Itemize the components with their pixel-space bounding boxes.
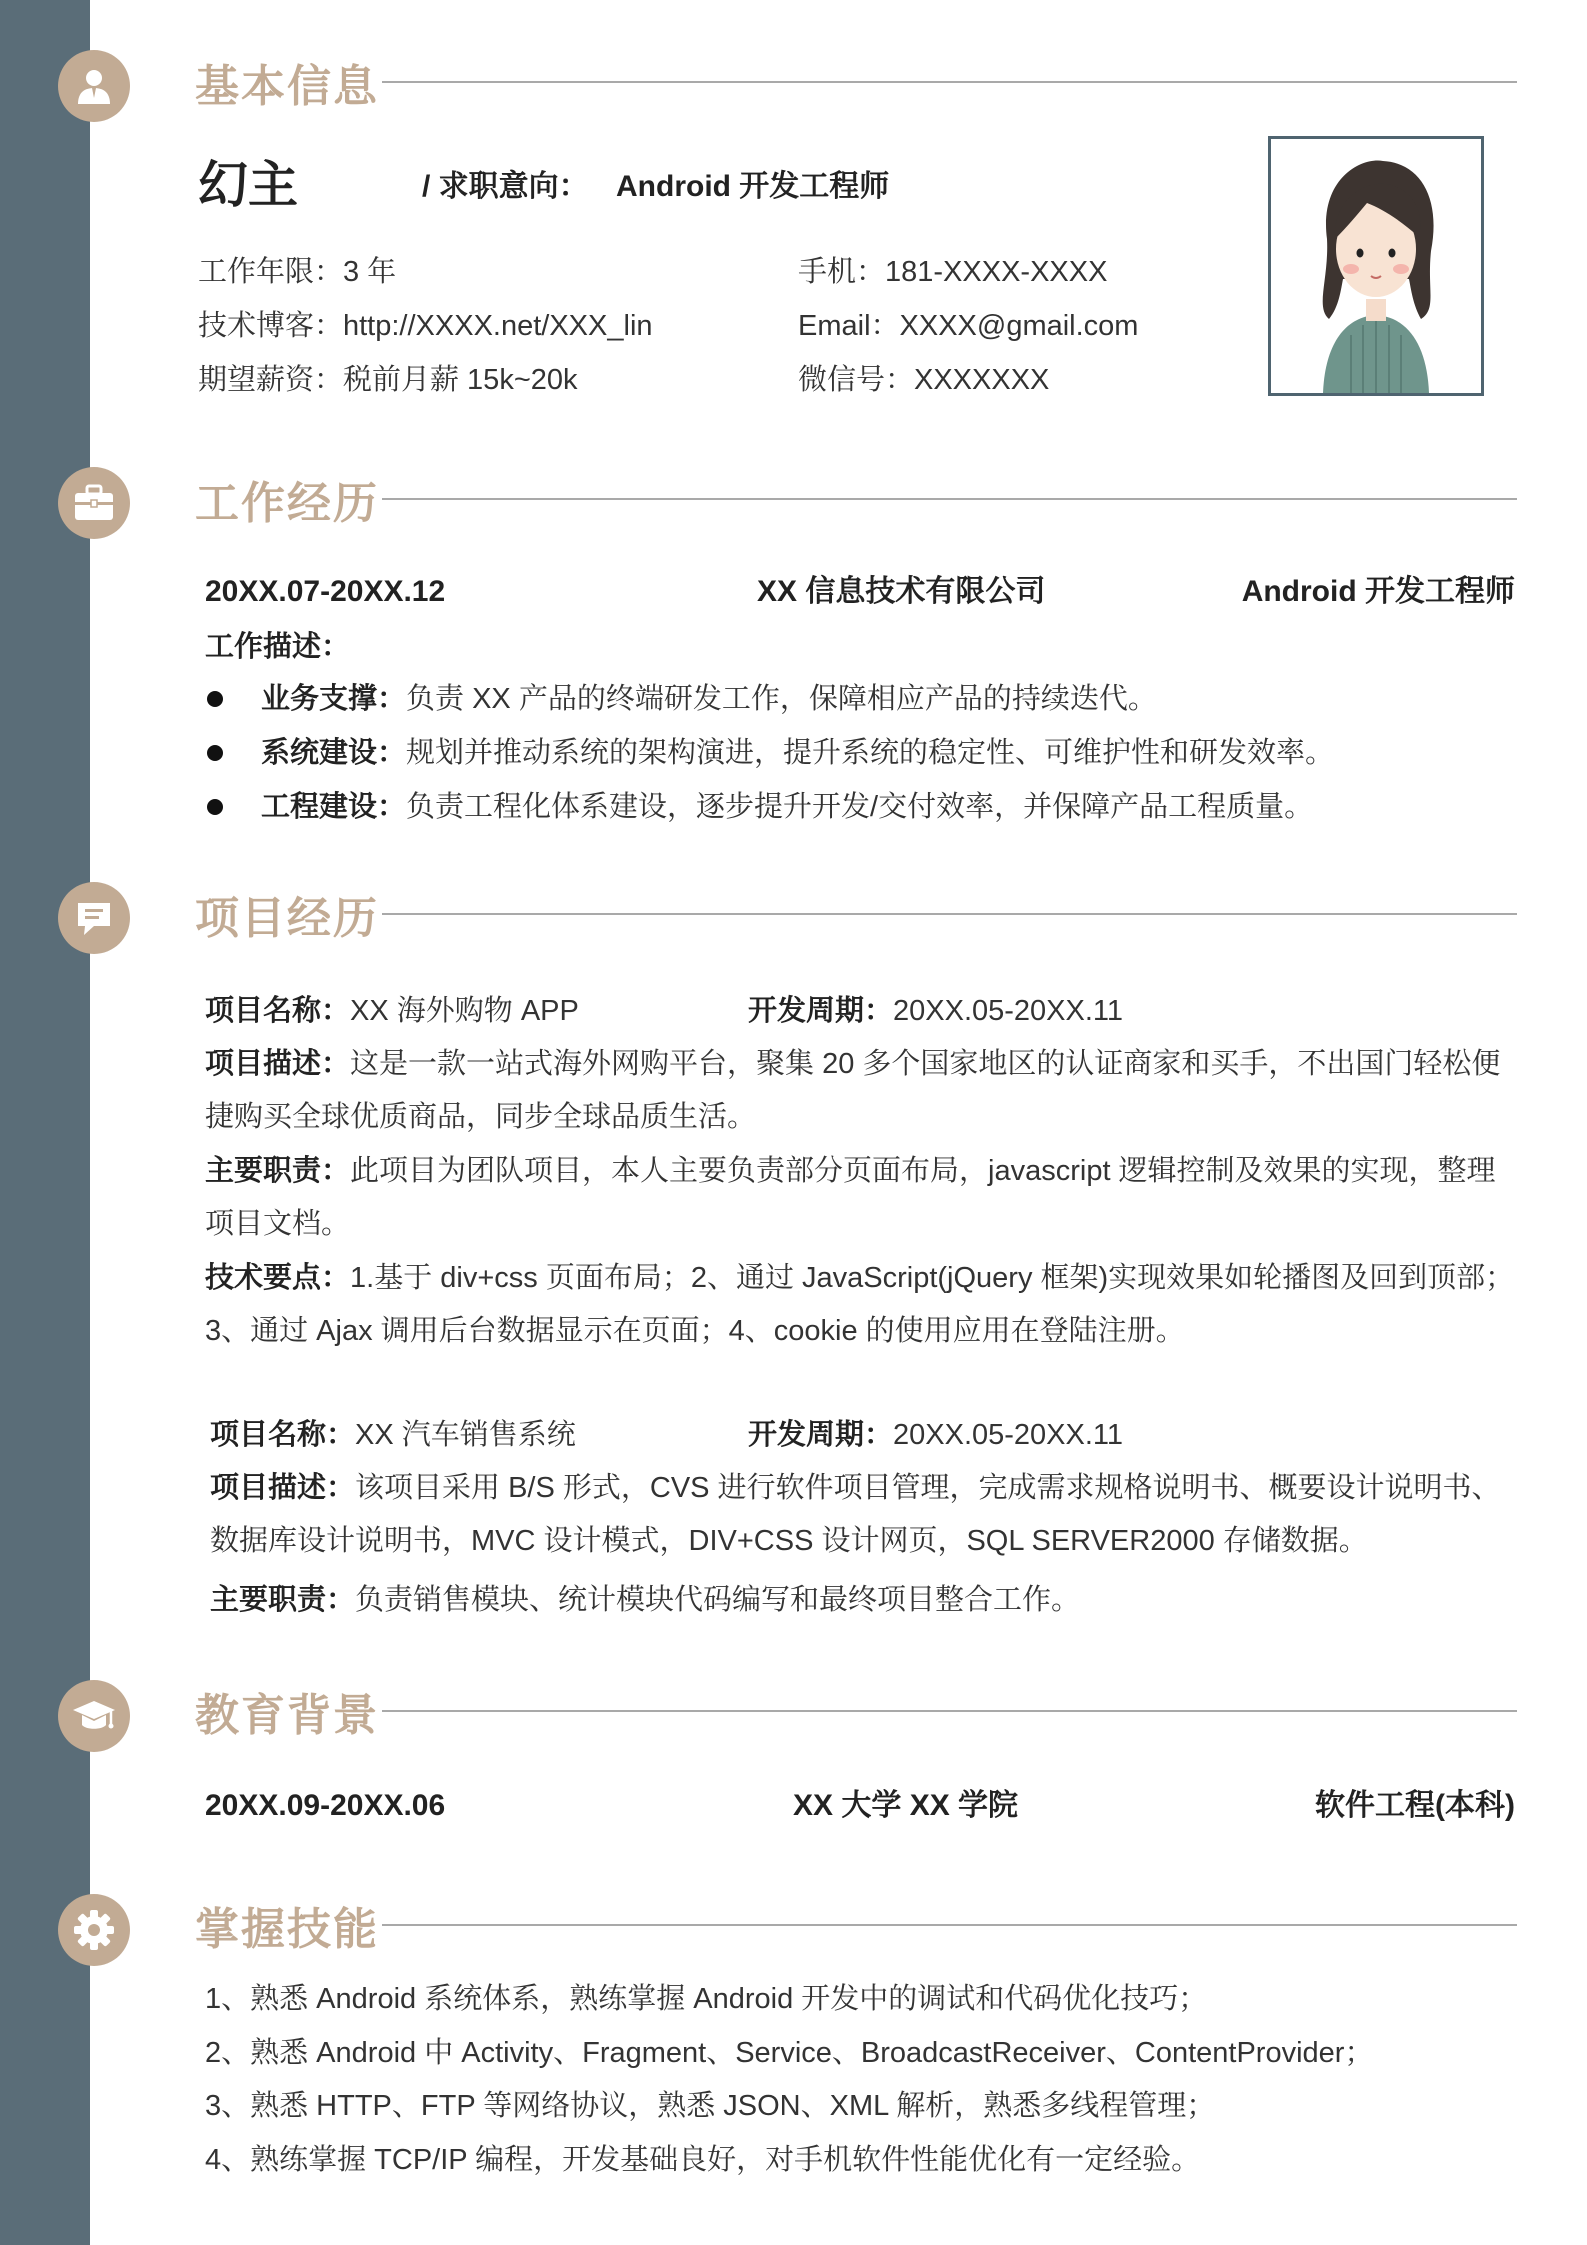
skill-item: 3、熟悉 HTTP、FTP 等网络协议，熟悉 JSON、XML 解析，熟悉多线程管理；: [205, 2090, 1216, 2122]
avatar-illustration: [1271, 139, 1481, 393]
bullet-dot: [207, 745, 223, 761]
section-divider: [382, 913, 1517, 915]
work-item: 业务支撑：负责 XX 产品的终端研发工作，保障相应产品的持续迭代。: [261, 683, 1157, 715]
section-title-basic-info: 基本信息: [195, 62, 379, 111]
wechat-id: 微信号：XXXXXXX: [798, 364, 1050, 396]
section-title-projects: 项目经历: [195, 894, 379, 943]
job-intent-value: Android 开发工程师: [616, 170, 890, 203]
gear-icon: [58, 1894, 130, 1966]
work-period: 20XX.07-20XX.12: [205, 575, 446, 608]
project-period: 开发周期：20XX.05-20XX.11: [748, 1419, 1124, 1451]
skill-item: 1、熟悉 Android 系统体系，熟练掌握 Android 开发中的调试和代码优化技巧；: [205, 1983, 1208, 2015]
graduation-cap-icon: [58, 1680, 130, 1752]
briefcase-icon: [58, 467, 130, 539]
skill-item: 4、熟练掌握 TCP/IP 编程，开发基础良好，对手机软件性能优化有一定经验。: [205, 2144, 1201, 2176]
work-role: Android 开发工程师: [1241, 575, 1515, 608]
project-name: 项目名称：XX 海外购物 APP: [205, 995, 579, 1027]
section-title-skills: 掌握技能: [195, 1905, 379, 1954]
candidate-name: 幻主: [198, 157, 298, 213]
work-item: 系统建设：规划并推动系统的架构演进，提升系统的稳定性、可维护性和研发效率。: [261, 737, 1335, 769]
section-divider: [382, 498, 1517, 500]
tech-blog: 技术博客：http://XXXX.net/XXX_lin: [198, 310, 653, 342]
education-period: 20XX.09-20XX.06: [205, 1789, 446, 1822]
project-period: 开发周期：20XX.05-20XX.11: [748, 995, 1124, 1027]
profile-photo: [1268, 136, 1484, 396]
email-address: Email：XXXX@gmail.com: [798, 310, 1139, 342]
phone-number: 手机：181-XXXX-XXXX: [798, 256, 1108, 288]
project-tech-points: 技术要点：1.基于 div+css 页面布局；2、通过 JavaScript(jQuery 框架)实现效果如轮播图及回到顶部；3、通过 Ajax 调用后台数据显示在页面；4、cookie 的使用应用在登陆注册。: [205, 1262, 1515, 1347]
education-school: XX 大学 XX 学院: [793, 1789, 1019, 1822]
project-name: 项目名称：XX 汽车销售系统: [210, 1419, 576, 1451]
expected-salary: 期望薪资：税前月薪 15k~20k: [198, 364, 578, 396]
section-divider: [382, 1710, 1517, 1712]
work-desc-label: 工作描述：: [205, 631, 351, 663]
bullet-dot: [207, 799, 223, 815]
work-item: 工程建设：负责工程化体系建设，逐步提升开发/交付效率，并保障产品工程质量。: [261, 791, 1314, 823]
section-title-education: 教育背景: [195, 1691, 379, 1740]
job-intent-label: / 求职意向：: [422, 170, 589, 203]
bullet-dot: [207, 691, 223, 707]
work-years: 工作年限：3 年: [198, 256, 397, 288]
user-icon: [58, 50, 130, 122]
section-title-work: 工作经历: [195, 479, 379, 528]
project-description: 项目描述：这是一款一站式海外网购平台，聚集 20 多个国家地区的认证商家和买手，不出国门轻松便捷购买全球优质商品，同步全球品质生活。: [205, 1048, 1501, 1133]
project-duty: 主要职责：此项目为团队项目，本人主要负责部分页面布局，javascript 逻辑控制及效果的实现，整理项目文档。: [205, 1155, 1496, 1240]
message-icon: [58, 882, 130, 954]
section-divider: [382, 1924, 1517, 1926]
work-company: XX 信息技术有限公司: [757, 575, 1046, 608]
project-description: 项目描述：该项目采用 B/S 形式，CVS 进行软件项目管理，完成需求规格说明书、概要设计说明书、数据库设计说明书，MVC 设计模式，DIV+CSS 设计网页，SQL SERVER2000 存储数据。: [210, 1472, 1501, 1557]
skill-item: 2、熟悉 Android 中 Activity、Fragment、Service、BroadcastReceiver、ContentProvider；: [205, 2037, 1374, 2069]
section-divider: [382, 81, 1517, 83]
education-major: 软件工程(本科): [1315, 1789, 1515, 1822]
project-duty: 主要职责：负责销售模块、统计模块代码编写和最终项目整合工作。: [210, 1584, 1081, 1616]
